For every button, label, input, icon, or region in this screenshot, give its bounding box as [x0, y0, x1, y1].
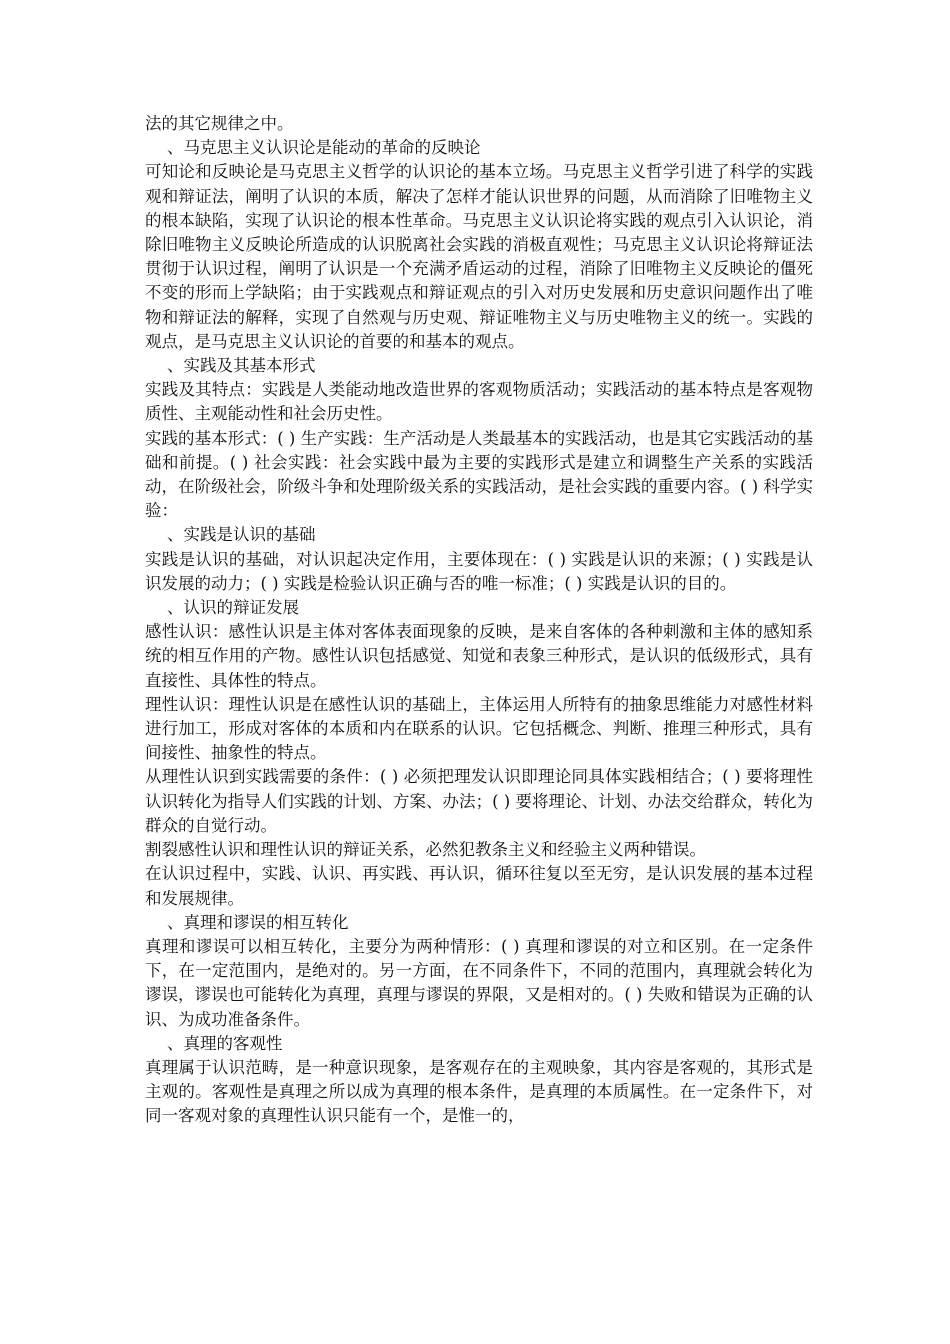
paragraph: 实践及其特点：实践是人类能动地改造世界的客观物质活动；实践活动的基本特点是客观物质性、主观能动性和社会历史性。: [145, 380, 813, 424]
paragraph: 从理性认识到实践需要的条件：( ) 必须把理发认识即理论同具体实践相结合；( ) 要将理性认识转化为指导人们实践的计划、方案、办法；( ) 要将理论、计划、办法交给群众，转化为群众的自觉行动。: [145, 767, 813, 835]
paragraph: 实践是认识的基础，对认识起决定作用，主要体现在：( ) 实践是认识的来源；( ) 实践是认识发展的动力；( ) 实践是检验认识正确与否的唯一标准；( ) 实践是认识的目的。: [145, 549, 813, 593]
paragraph: 在认识过程中，实践、认识、再实践、再认识，循环往复以至无穷，是认识发展的基本过程和发展规律。: [145, 864, 813, 908]
section-heading: 、真理和谬误的相互转化: [167, 912, 349, 932]
paragraph: 法的其它规律之中。: [145, 114, 294, 133]
paragraph: 真理属于认识范畴，是一种意识现象，是客观存在的主观映象，其内容是客观的，其形式是主观的。客观性是真理之所以成为真理的根本条件，是真理的本质属性。在一定条件下，对同一客观对象的真理性认识只能有一个，是惟一的，: [145, 1057, 813, 1126]
paragraph: 理性认识：理性认识是在感性认识的基础上，主体运用人所特有的抽象思维能力对感性材料进行加工，形成对客体的本质和内在联系的认识。它包括概念、判断、推理三种形式，具有间接性、抽象性的特点。: [145, 694, 813, 763]
paragraph: 真理和谬误可以相互转化，主要分为两种情形：( ) 真理和谬误的对立和区别。在一定条件下，在一定范围内，是绝对的。另一方面，在不同条件下，不同的范围内，真理就会转化为谬误，谬误也可能转化为真理，真理与谬误的界限，又是相对的。( ) 失败和错误为正确的认识、为成功准备条件。: [145, 936, 813, 1029]
section-heading: 、马克思主义认识论是能动的革命的反映论: [167, 138, 481, 158]
paragraph: 实践的基本形式：( ) 生产实践：生产活动是人类最基本的实践活动，也是其它实践活动的基础和前提。( ) 社会实践：社会实践中最为主要的实践形式是建立和调整生产关系的实践活动，在阶级社会，阶级斗争和处理阶级关系的实践活动，是社会实践的重要内容。( ) 科学实验：: [145, 428, 813, 521]
paragraph: 割裂感性认识和理性认识的辩证关系，必然犯教条主义和经验主义两种错误。: [145, 840, 706, 860]
paragraph: 可知论和反映论是马克思主义哲学的认识论的基本立场。马克思主义哲学引进了科学的实践观和辩证法，阐明了认识的本质，解决了怎样才能认识世界的问题，从而消除了旧唯物主义的根本缺陷，实现了认识论的根本性革命。马克思主义认识论将实践的观点引入认识论，消除旧唯物主义反映论所造成的认识脱离社会实践的消极直观性；马克思主义认识论将辩证法贯彻于认识过程，阐明了认识是一个充满矛盾运动的过程，消除了旧唯物主义反映论的僵死不变的形而上学缺陷；由于实践观点和辩证观点的引入对历史发展和历史意识问题作出了唯物和辩证法的解释，实现了自然观与历史观、辩证唯物主义与历史唯物主义的统一。实践的观点，是马克思主义认识论的首要的和基本的观点。: [145, 162, 813, 351]
section-heading: 、真理的客观性: [167, 1033, 283, 1053]
paragraph: 感性认识：感性认识是主体对客体表面现象的反映，是来自客体的各种刺激和主体的感知系统的相互作用的产物。感性认识包括感觉、知觉和表象三种形式，是认识的低级形式，具有直接性、具体性的特点。: [145, 622, 813, 690]
section-heading: 、实践及其基本形式: [167, 356, 316, 376]
section-heading: 、实践是认识的基础: [167, 525, 316, 545]
section-heading: 、认识的辩证发展: [167, 598, 299, 618]
document-page: [145, 112, 813, 1129]
